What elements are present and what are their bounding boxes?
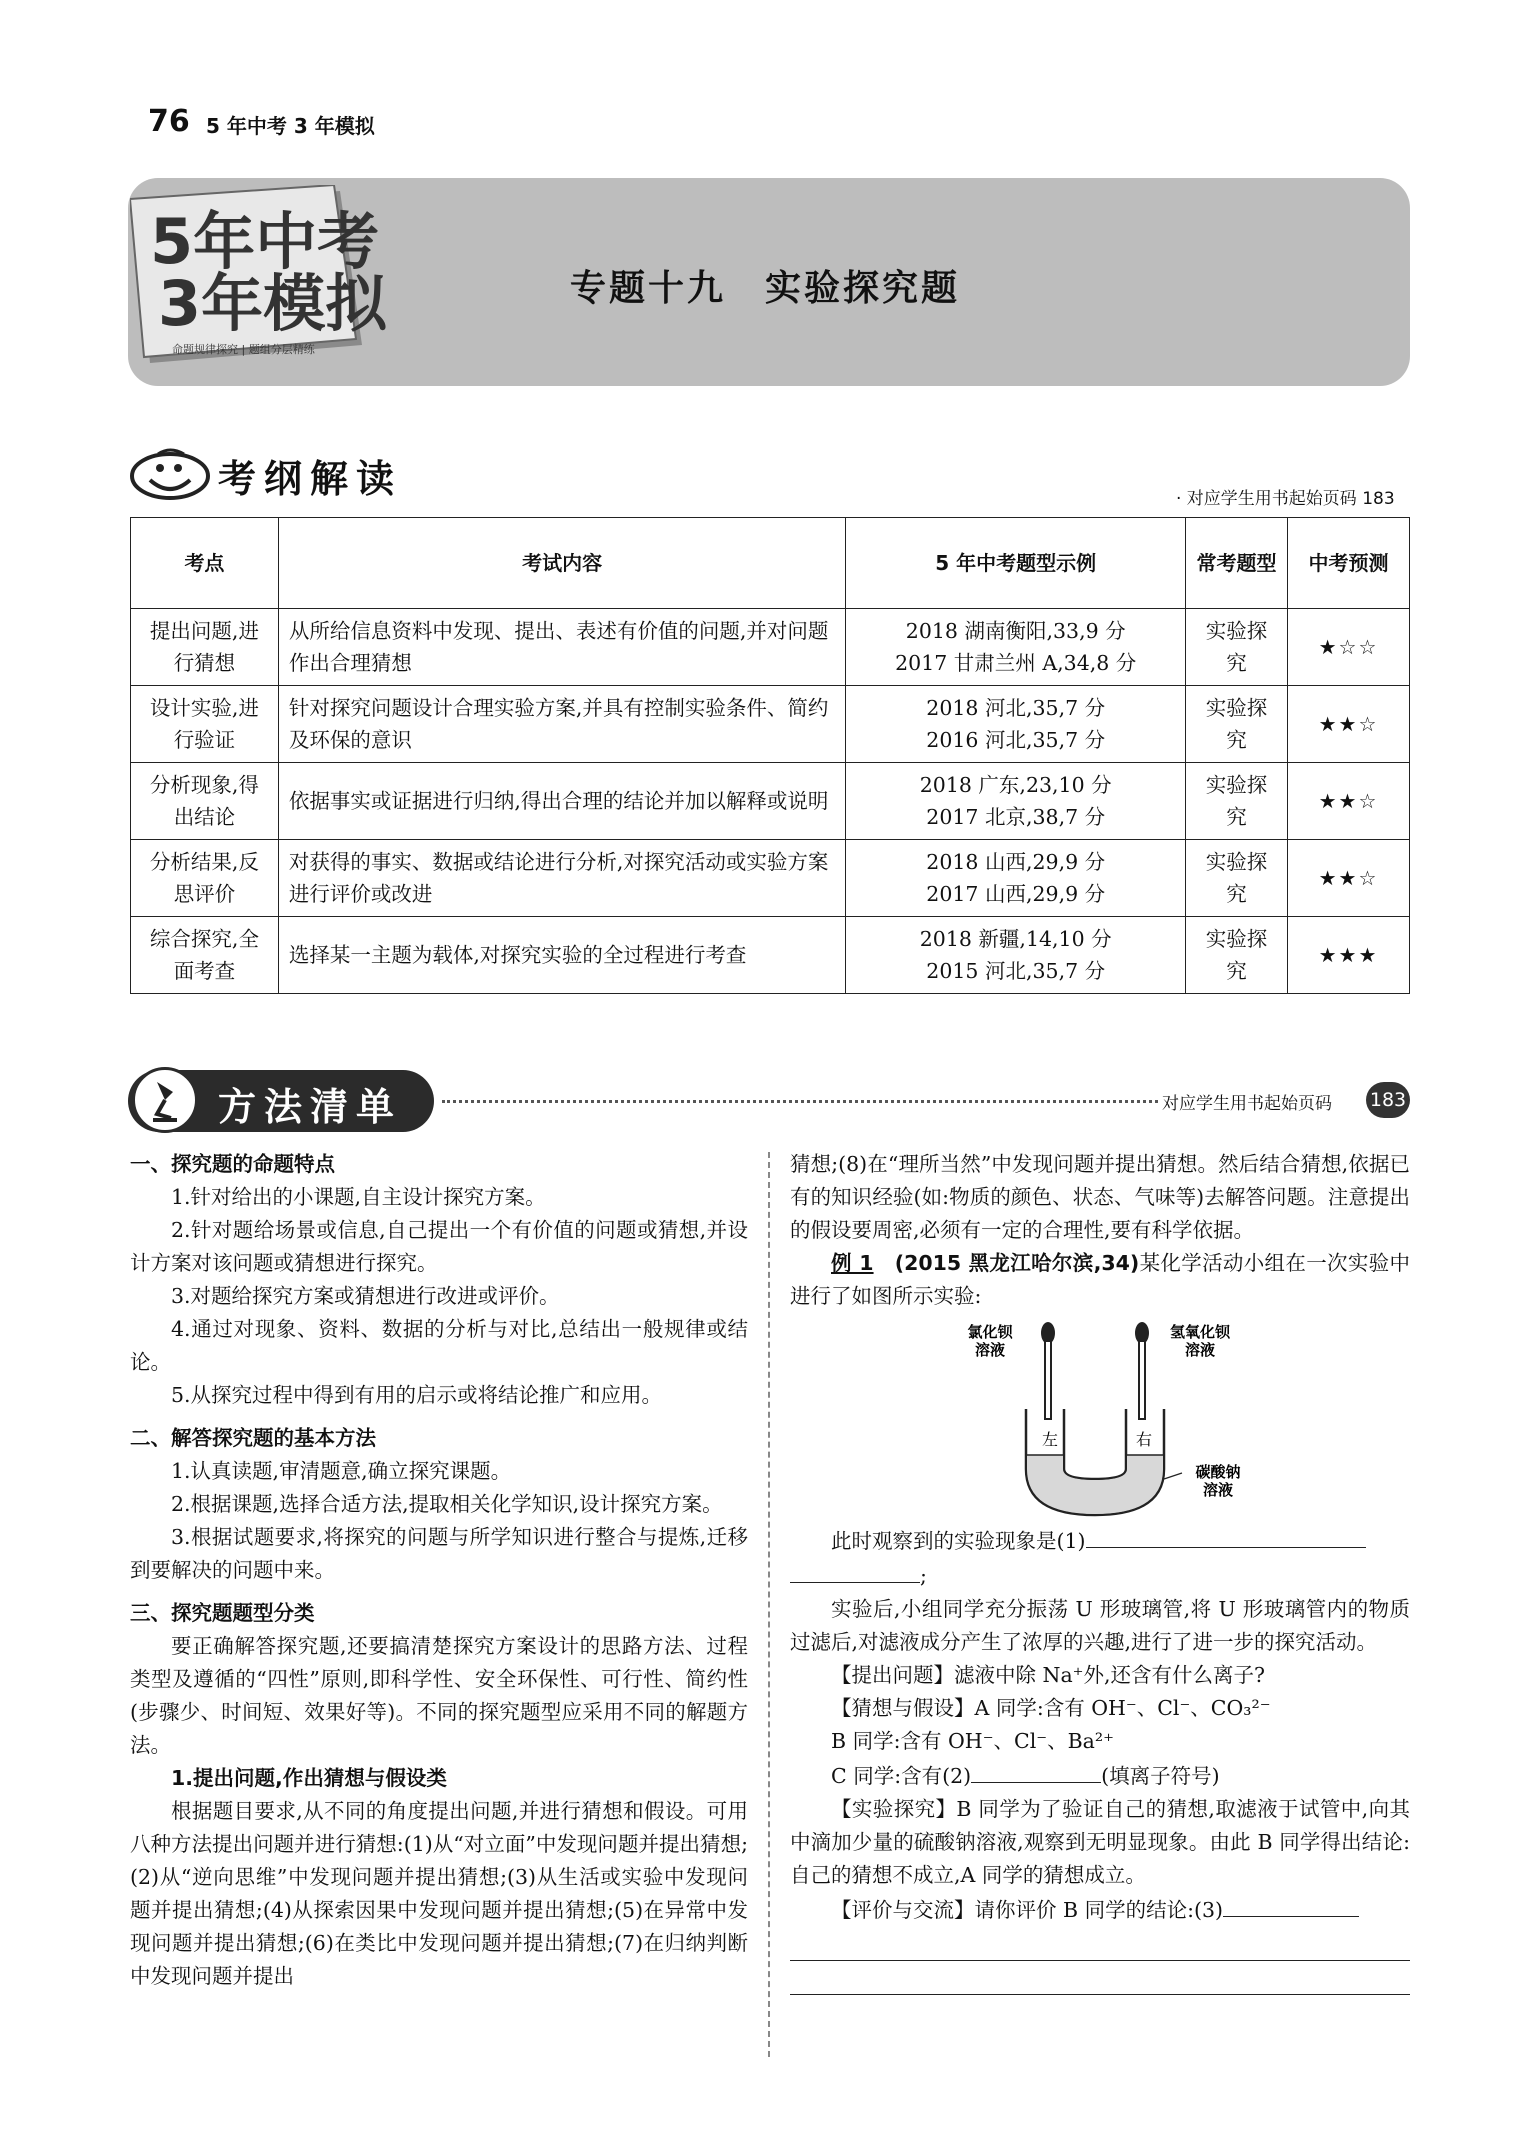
fig-label: 溶液 <box>1184 1341 1216 1359</box>
smiley-icon <box>128 446 212 502</box>
content-cell: 选择某一主题为载体,对探究实验的全过程进行考查 <box>278 917 845 994</box>
answer-blank[interactable] <box>790 1558 920 1583</box>
section-heading: 一、探究题的命题特点 <box>130 1152 335 1176</box>
table-row <box>131 609 1410 686</box>
table-row <box>131 917 1410 994</box>
example-text: 某化学活动小组在一次实验中进行了如图所示实验: <box>790 1251 1411 1308</box>
book-logo <box>130 185 400 370</box>
logo-tagline: 命题规律探究 | 题组分层精练 <box>172 343 315 356</box>
sub-heading: 1.提出问题,作出猜想与假设类 <box>171 1766 447 1790</box>
logo-line2: 3年模拟 <box>158 267 388 340</box>
section-heading: 二、解答探究题的基本方法 <box>130 1426 376 1450</box>
question-3: 【评价与交流】请你评价 B 同学的结论:(3) <box>790 1892 1410 1927</box>
table-row <box>131 686 1410 763</box>
example-cell: 2018 河北,35,7 分 2016 河北,35,7 分 <box>846 686 1186 763</box>
table-row <box>131 840 1410 917</box>
paragraph: 【提出问题】滤液中除 Na⁺外,还含有什么离子? <box>831 1663 1266 1687</box>
list-item: 3.对题给探究方案或猜想进行改进或评价。 <box>171 1284 560 1308</box>
point-cell: 分析现象,得出结论 <box>131 763 279 840</box>
stars-cell: ★★☆ <box>1288 686 1410 763</box>
type-cell: 实验探究 <box>1186 763 1288 840</box>
fig-label: 氯化钡 <box>967 1323 1013 1341</box>
stars-cell: ★★★ <box>1288 917 1410 994</box>
list-item: 1.针对给出的小课题,自主设计探究方案。 <box>171 1185 546 1209</box>
outline-page-ref: · 对应学生用书起始页码 183 <box>1176 489 1395 509</box>
outline-table <box>130 517 1410 994</box>
page-number: 76 <box>148 104 190 139</box>
question-1: 此时观察到的实验现象是(1) <box>790 1523 1410 1558</box>
question-1-cont: ; <box>790 1558 1410 1593</box>
paragraph: 【猜想与假设】A 同学:含有 OH⁻、Cl⁻、CO₃²⁻ <box>831 1696 1271 1720</box>
type-cell: 实验探究 <box>1186 686 1288 763</box>
list-item: 1.认真读题,审清题意,确立探究课题。 <box>171 1459 512 1483</box>
question-2: C 同学:含有(2) (填离子符号) <box>790 1758 1410 1793</box>
lamp-icon <box>132 1067 198 1133</box>
type-cell: 实验探究 <box>1186 840 1288 917</box>
answer-line[interactable] <box>790 1927 1410 1961</box>
list-item: 2.针对题给场景或信息,自己提出一个有价值的问题或猜想,并设计方案对该问题或猜想进行探究。 <box>130 1218 748 1275</box>
book-title: 5 年中考 3 年模拟 <box>206 114 375 138</box>
answer-blank[interactable] <box>971 1758 1101 1783</box>
stars-cell: ★☆☆ <box>1288 609 1410 686</box>
fig-label: 氢氧化钡 <box>1169 1323 1231 1341</box>
content-cell: 针对探究问题设计合理实验方案,并具有控制实验条件、简约及环保的意识 <box>278 686 845 763</box>
type-cell: 实验探究 <box>1186 609 1288 686</box>
left-column <box>130 1148 748 1993</box>
point-cell: 综合探究,全面考查 <box>131 917 279 994</box>
column-divider <box>768 1152 770 2057</box>
fig-label: 碳酸钠 <box>1195 1463 1241 1481</box>
paragraph: 根据题目要求,从不同的角度提出问题,并进行猜想和假设。可用八种方法提出问题并进行猜想:(1)从“对立面”中发现问题并提出猜想;(2)从“逆向思维”中发现问题并提出猜想;(3)从生活或实验中发现问题并提出猜想;(4)从探索因果中发现问题并提出猜想;(5)在异常中发现问题并提出猜想;(6)在类比中发现问题并提出猜想;(7)在归纳判断中发现问题并提出 <box>130 1799 748 1988</box>
list-item: 4.通过对现象、资料、数据的分析与对比,总结出一般规律或结论。 <box>130 1317 748 1374</box>
content-cell: 从所给信息资料中发现、提出、表述有价值的问题,并对问题作出合理猜想 <box>278 609 845 686</box>
paragraph: 要正确解答探究题,还要搞清楚探究方案设计的思路方法、过程类型及遵循的“四性”原则,即科学性、安全环保性、可行性、简约性(步骤少、时间短、效果好等)。不同的探究题型应采用不同的解题方法。 <box>130 1634 748 1757</box>
topic-title: 专题十九 实验探究题 <box>570 268 961 309</box>
fig-label: 溶液 <box>1202 1481 1234 1499</box>
method-page-ref: 对应学生用书起始页码 <box>1162 1094 1332 1114</box>
example-cell: 2018 新疆,14,10 分 2015 河北,35,7 分 <box>846 917 1186 994</box>
header-cell: 中考预测 <box>1288 518 1410 609</box>
list-item: 3.根据试题要求,将探究的问题与所学知识进行整合与提炼,迁移到要解决的问题中来。 <box>130 1525 748 1582</box>
header-cell: 5 年中考题型示例 <box>846 518 1186 609</box>
method-title: 方法清单 <box>218 1085 403 1129</box>
point-cell: 设计实验,进行验证 <box>131 686 279 763</box>
paragraph: 猜想;(8)在“理所当然”中发现问题并提出猜想。然后结合猜想,依据已有的知识经验(如:物质的颜色、状态、气味等)去解答问题。注意提出的假设要周密,必须有一定的合理性,要有科学依据。 <box>790 1152 1410 1242</box>
header-cell: 常考题型 <box>1186 518 1288 609</box>
list-item: 2.根据课题,选择合适方法,提取相关化学知识,设计探究方案。 <box>171 1492 723 1516</box>
paragraph: 【实验探究】B 同学为了验证自己的猜想,取滤液于试管中,向其中滴加少量的硫酸钠溶液,观察到无明显现象。由此 B 同学得出结论:自己的猜想不成立,A 同学的猜想成立。 <box>790 1797 1410 1887</box>
table-row <box>131 763 1410 840</box>
paragraph: B 同学:含有 OH⁻、Cl⁻、Ba²⁺ <box>831 1729 1114 1753</box>
content-cell: 依据事实或证据进行归纳,得出合理的结论并加以解释或说明 <box>278 763 845 840</box>
example-source: (2015 黑龙江哈尔滨,34) <box>894 1251 1140 1275</box>
stars-cell: ★★☆ <box>1288 763 1410 840</box>
example-cell: 2018 湖南衡阳,33,9 分 2017 甘肃兰州 A,34,8 分 <box>846 609 1186 686</box>
answer-line[interactable] <box>790 1961 1410 1995</box>
answer-blank[interactable] <box>1086 1523 1366 1548</box>
type-cell: 实验探究 <box>1186 917 1288 994</box>
point-cell: 提出问题,进行猜想 <box>131 609 279 686</box>
outline-title: 考纲解读 <box>218 457 403 501</box>
point-cell: 分析结果,反思评价 <box>131 840 279 917</box>
logo-line1: 5年中考 <box>150 205 380 278</box>
fig-label: 溶液 <box>974 1341 1006 1359</box>
list-item: 5.从探究过程中得到有用的启示或将结论推广和应用。 <box>171 1383 663 1407</box>
page-badge: 183 <box>1366 1082 1410 1118</box>
stars-cell: ★★☆ <box>1288 840 1410 917</box>
section-heading: 三、探究题题型分类 <box>130 1601 315 1625</box>
answer-blank[interactable] <box>1223 1892 1359 1917</box>
dotted-divider <box>442 1100 1158 1103</box>
header-cell: 考点 <box>131 518 279 609</box>
table-header-row <box>131 518 1410 609</box>
header-cell: 考试内容 <box>278 518 845 609</box>
paragraph: 实验后,小组同学充分振荡 U 形玻璃管,将 U 形玻璃管内的物质过滤后,对滤液成分产生了浓厚的兴趣,进行了进一步的探究活动。 <box>790 1597 1410 1654</box>
fig-label: 左 <box>1042 1430 1059 1449</box>
example-intro <box>790 1247 1410 1313</box>
example-label: 例 1 <box>831 1251 874 1275</box>
u-tube-figure <box>930 1319 1270 1519</box>
content-cell: 对获得的事实、数据或结论进行分析,对探究活动或实验方案进行评价或改进 <box>278 840 845 917</box>
example-cell: 2018 山西,29,9 分 2017 山西,29,9 分 <box>846 840 1186 917</box>
example-cell: 2018 广东,23,10 分 2017 北京,38,7 分 <box>846 763 1186 840</box>
right-column <box>790 1148 1410 1995</box>
fig-label: 右 <box>1136 1430 1153 1449</box>
